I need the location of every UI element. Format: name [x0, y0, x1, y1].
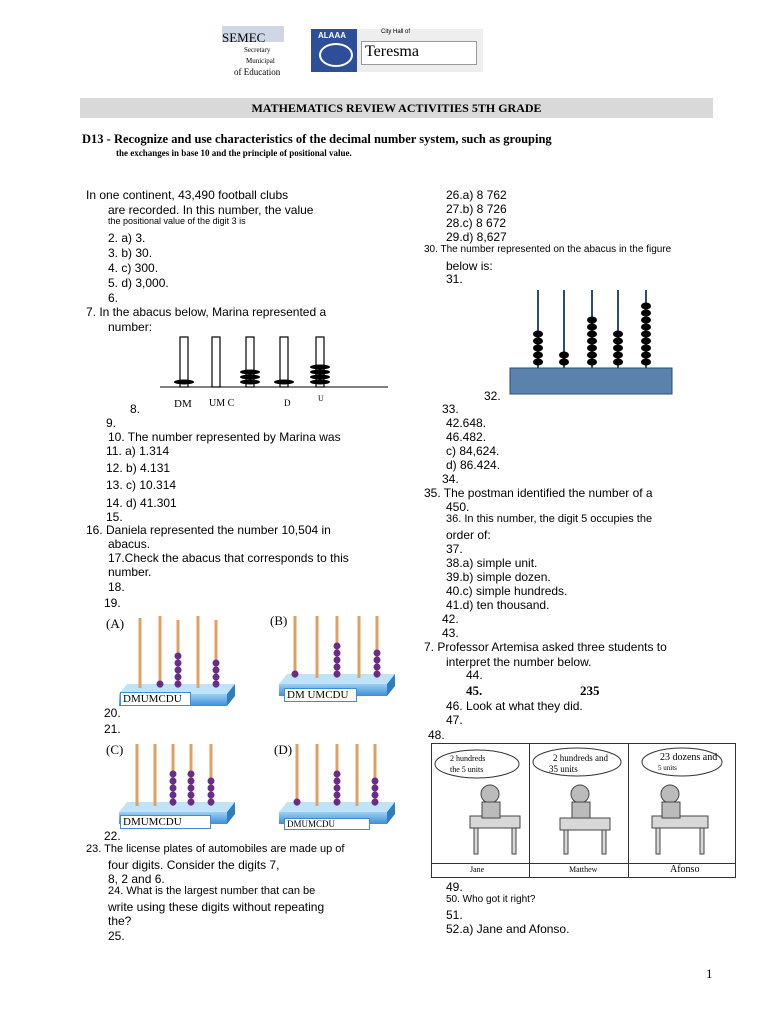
base-label-a: DMUMCDU [120, 692, 191, 706]
left-line-6: 6. [108, 291, 119, 305]
right-line-33b: 46.482. [446, 430, 487, 444]
right-line-29: 29.d) 8,627 [446, 230, 507, 244]
left-line-23a: 23. The license plates of automobiles are made up of [86, 843, 345, 855]
abacus1-label-dm: DM [174, 398, 192, 410]
semec-education: of Education [234, 67, 281, 77]
left-line-16b: abacus. [108, 537, 151, 551]
city-hall-logo [357, 29, 483, 72]
right-line-33a: 42.648. [446, 416, 487, 430]
page-title: MATHEMATICS REVIEW ACTIVITIES 5TH GRADE [251, 101, 542, 115]
left-line-14: 14. d) 41.301 [106, 496, 177, 510]
city-crest-logo [311, 29, 357, 72]
abacus1-label-umc: UM C [209, 398, 235, 409]
abacus-figure-right [508, 286, 678, 396]
bubble-jane-line2: the 5 units [450, 765, 484, 774]
left-line-19: 19. [104, 596, 121, 610]
semec-title: SEMEC [222, 30, 266, 45]
left-line-3: 3. b) 30. [108, 246, 153, 260]
right-line-44: 44. [466, 668, 483, 682]
left-line-7a: 7. In the abacus below, Marina represented a [86, 305, 327, 319]
right-line-39: 39.b) simple dozen. [446, 570, 551, 584]
right-line-36b: order of: [446, 528, 491, 542]
left-line-18: 18. [108, 580, 125, 594]
left-line-2: 2. a) 3. [108, 231, 146, 245]
abacus-option-b [279, 616, 395, 696]
bubble-jane-line1: 2 hundreds [450, 754, 486, 763]
descriptor-line-2: the exchanges in base 10 and the principle of positional value. [116, 148, 352, 158]
option-abaci [115, 612, 405, 842]
left-line-16a: 16. Daniela represented the number 10,504 in [86, 523, 331, 537]
right-line-30a: 30. The number represented on the abacus in the figure [424, 244, 672, 255]
q1-line3: the positional value of the digit 3 is [108, 216, 246, 226]
student-name-jane: Jane [470, 865, 485, 874]
semec-municipal: Municipal [246, 57, 275, 65]
right-line-38: 38.a) simple unit. [446, 556, 538, 570]
abacus-option-d [279, 744, 395, 824]
semec-secretary: Secretary [244, 46, 271, 54]
left-line-25: 25. [108, 929, 125, 943]
right-line-41: 41.d) ten thousand. [446, 598, 550, 612]
right-line-35: 35. The postman identified the number of a [424, 486, 653, 500]
left-line-20: 20. [104, 706, 121, 720]
bead [310, 375, 330, 380]
right-line-45: 45. [466, 683, 483, 698]
left-line-24a: 24. What is the largest number that can be [108, 885, 316, 897]
left-line-15: 15. [106, 510, 123, 524]
right-line-28: 28.c) 8 672 [446, 216, 507, 230]
crest-text: ALAAA [318, 31, 346, 40]
bead [240, 375, 260, 380]
bubble-afonso-line2: 5 units [658, 764, 677, 772]
option-b-label: (B) [270, 613, 288, 628]
bead [310, 365, 330, 370]
q1-line1: In one continent, 43,490 football clubs [86, 188, 289, 202]
right-line-36a: 36. In this number, the digit 5 occupies the [446, 513, 653, 525]
right-line-33c: c) 84,624. [446, 444, 500, 458]
abacus1-label-u: U [318, 394, 324, 403]
bead [240, 380, 260, 385]
right-line-33: 33. [442, 402, 459, 416]
base-label-b: DM UMCDU [284, 688, 357, 702]
option-c-label: (C) [106, 742, 124, 757]
bead [310, 380, 330, 385]
right-line-40: 40.c) simple hundreds. [446, 584, 568, 598]
left-line-9: 9. [106, 416, 117, 430]
left-line-11: 11. a) 1.314 [106, 444, 170, 458]
left-line-17b: number. [108, 565, 152, 579]
page-number: 1 [706, 966, 713, 981]
right-line-48: 48. [428, 728, 445, 742]
right-line-46: 46. Look at what they did. [446, 699, 583, 713]
left-line-23c: 8, 2 and 6. [108, 872, 165, 886]
abacus-option-c [119, 744, 235, 824]
right-line-52: 52.a) Jane and Afonso. [446, 922, 570, 936]
abacus1-label-d: D [284, 398, 291, 408]
bead [274, 380, 294, 385]
bead [240, 370, 260, 375]
left-line-23b: four digits. Consider the digits 7, [108, 858, 280, 872]
base-label-c: DMUMCDU [120, 815, 211, 829]
base-label-d: DMUMCDU [284, 818, 370, 830]
right-line-43: 43. [442, 626, 459, 640]
city-name: Teresma [365, 43, 419, 60]
right-line-7a: 7. Professor Artemisa asked three students to [424, 640, 667, 654]
left-line-24c: the? [108, 914, 132, 928]
right-line-47: 47. [446, 713, 463, 727]
rod-um [212, 337, 220, 387]
right-line-49: 49. [446, 880, 463, 894]
bead [174, 380, 194, 385]
right-line-37: 37. [446, 542, 463, 556]
left-line-8: 8. [130, 402, 141, 416]
city-hall-text: City Hall of [381, 29, 411, 35]
left-line-21: 21. [104, 722, 121, 736]
semec-logo [222, 26, 306, 78]
right-line-50: 50. Who got it right? [446, 894, 536, 905]
bubble-matthew-line2: 35 units [549, 764, 578, 774]
left-line-10: 10. The number represented by Marina was [108, 430, 341, 444]
descriptor-line-1: D13 - Recognize and use characteristics of the decimal number system, such as grouping [82, 132, 552, 146]
right-line-51: 51. [446, 908, 463, 922]
option-d-label: (D) [274, 742, 293, 757]
right-line-26: 26.a) 8 762 [446, 188, 507, 202]
option-a-label: (A) [106, 616, 125, 631]
left-line-4: 4. c) 300. [108, 261, 159, 275]
right-line-33d: d) 86.424. [446, 458, 501, 472]
left-line-17a: 17.Check the abacus that corresponds to this [108, 551, 349, 565]
left-line-7b: number: [108, 320, 153, 334]
right-line-7b: interpret the number below. [446, 655, 592, 669]
right-line-27: 27.b) 8 726 [446, 202, 507, 216]
left-line-22: 22. [104, 829, 121, 843]
marina-abacus [158, 332, 398, 412]
student-name-matthew: Matthew [569, 865, 598, 874]
q1-line2: are recorded. In this number, the value [108, 203, 314, 217]
left-line-13: 13. c) 10.314 [106, 478, 177, 492]
bubble-matthew-line1: 2 hundreds and [553, 753, 608, 763]
right-line-31: 31. [446, 272, 463, 286]
right-line-34: 34. [442, 472, 459, 486]
left-line-24b: write using these digits without repeating [108, 900, 325, 914]
bubble-afonso-line1: 23 dozens and [660, 752, 718, 763]
right-line-35b: 450. [446, 500, 470, 514]
left-line-5: 5. d) 3,000. [108, 276, 169, 290]
right-line-32: 32. [484, 389, 501, 403]
right-line-30b: below is: [446, 259, 493, 273]
left-line-12: 12. b) 4.131 [106, 461, 171, 475]
student-name-afonso: Afonso [670, 864, 700, 875]
right-line-42: 42. [442, 612, 459, 626]
number-235: 235 [580, 683, 600, 698]
bead [310, 370, 330, 375]
